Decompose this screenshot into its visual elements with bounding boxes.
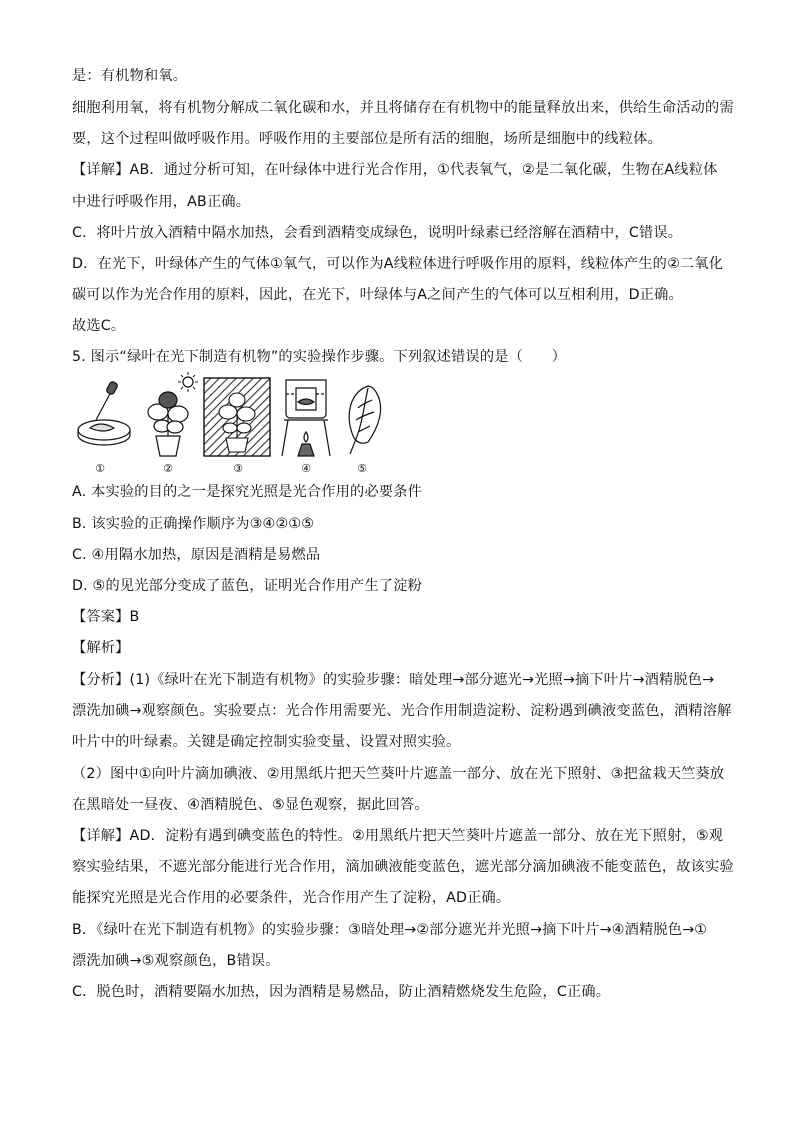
text-line: B．《绿叶在光下制造有机物》的实验步骤：③暗处理→②部分遮光并光照→摘下叶片→④酒精脱色→① <box>72 922 708 938</box>
text-line: 【详解】AD．淀粉有遇到碘变蓝色的特性。②用黑纸片把天竺葵叶片遮盖一部分、放在光下照射，⑤观 <box>72 828 724 844</box>
petri-dish-dropper-icon <box>78 381 130 445</box>
figure-label: ⑤ <box>357 462 367 475</box>
stained-leaf-icon <box>349 386 380 454</box>
answer-line: 【答案】B <box>72 609 140 625</box>
text-line: C．将叶片放入酒精中隔水加热，会看到酒精变成绿色，说明叶绿素已经溶解在酒精中，C错误。 <box>72 225 683 241</box>
water-bath-heating-icon <box>282 380 330 456</box>
text-line: 中进行呼吸作用，AB正确。 <box>72 194 251 210</box>
text-line: 察实验结果，不遮光部分能进行光合作用，滴加碘液能变蓝色，遮光部分滴加碘液不能变蓝色，故该实验 <box>72 859 734 875</box>
figure-label: ② <box>163 462 173 475</box>
text-line: 能探究光照是光合作用的必要条件，光合作用产生了淀粉，AD正确。 <box>72 890 511 906</box>
text-line: 漂洗加碘→观察颜色。实验要点：光合作用需要光、光合作用制造淀粉、淀粉遇到碘液变蓝色，酒精溶解 <box>72 703 732 719</box>
text-line: 【分析】(1)《绿叶在光下制造有机物》的实验步骤：暗处理→部分遮光→光照→摘下叶片→酒精脱色→ <box>72 672 715 688</box>
option-c: C. ④用隔水加热，原因是酒精是易燃品 <box>72 547 321 563</box>
potted-plant-sun-icon <box>148 372 198 456</box>
text-line: C．脱色时，酒精要隔水加热，因为酒精是易燃品，防止酒精燃烧发生危险，C正确。 <box>72 984 611 1000</box>
option-b: B. 该实验的正确操作顺序为③④②①⑤ <box>72 516 315 532</box>
text-line: 是：有机物和氧。 <box>72 68 188 84</box>
dark-box-plant-icon <box>204 378 270 456</box>
text-line: 叶片中的叶绿素。关键是确定控制实验变量、设置对照实验。 <box>72 734 461 750</box>
analysis-heading: 【解析】 <box>72 640 130 656</box>
text-line: 【详解】AB．通过分析可知，在叶绿体中进行光合作用，①代表氧气，②是二氧化碳，生物在A线粒体 <box>72 162 718 178</box>
text-line: 碳可以作为光合作用的原料，因此，在光下，叶绿体与A之间产生的气体可以互相利用，D正确。 <box>72 287 683 303</box>
figure-label: ③ <box>233 462 243 475</box>
text-line: D．在光下，叶绿体产生的气体①氧气，可以作为A线粒体进行呼吸作用的原料，线粒体产生的②二氧化 <box>72 256 724 272</box>
text-line: 漂洗加碘→⑤观察颜色，B错误。 <box>72 953 280 969</box>
figure-label: ④ <box>301 462 311 475</box>
figure-label: ① <box>95 462 105 475</box>
text-line: 要，这个过程叫做呼吸作用。呼吸作用的主要部位是所有活的细胞，场所是细胞中的线粒体。 <box>72 131 662 147</box>
question-stem: 5. 图示“绿叶在光下制造有机物”的实验操作步骤。下列叙述错误的是（ ） <box>72 349 567 365</box>
option-d: D. ⑤的见光部分变成了蓝色，证明光合作用产生了淀粉 <box>72 578 422 594</box>
text-line: （2）图中①向叶片滴加碘液、②用黑纸片把天竺葵叶片遮盖一部分、放在光下照射、③把盆栽天竺葵放 <box>72 766 725 782</box>
experiment-steps-figure <box>72 372 392 476</box>
text-line: 细胞利用氧，将有机物分解成二氧化碳和水，并且将储存在有机物中的能量释放出来，供给生命活动的需 <box>72 100 734 116</box>
option-a: A. 本实验的目的之一是探究光照是光合作用的必要条件 <box>72 484 422 500</box>
text-line: 故选C。 <box>72 318 126 334</box>
text-line: 在黑暗处一昼夜、④酒精脱色、⑤显色观察，据此回答。 <box>72 797 429 813</box>
